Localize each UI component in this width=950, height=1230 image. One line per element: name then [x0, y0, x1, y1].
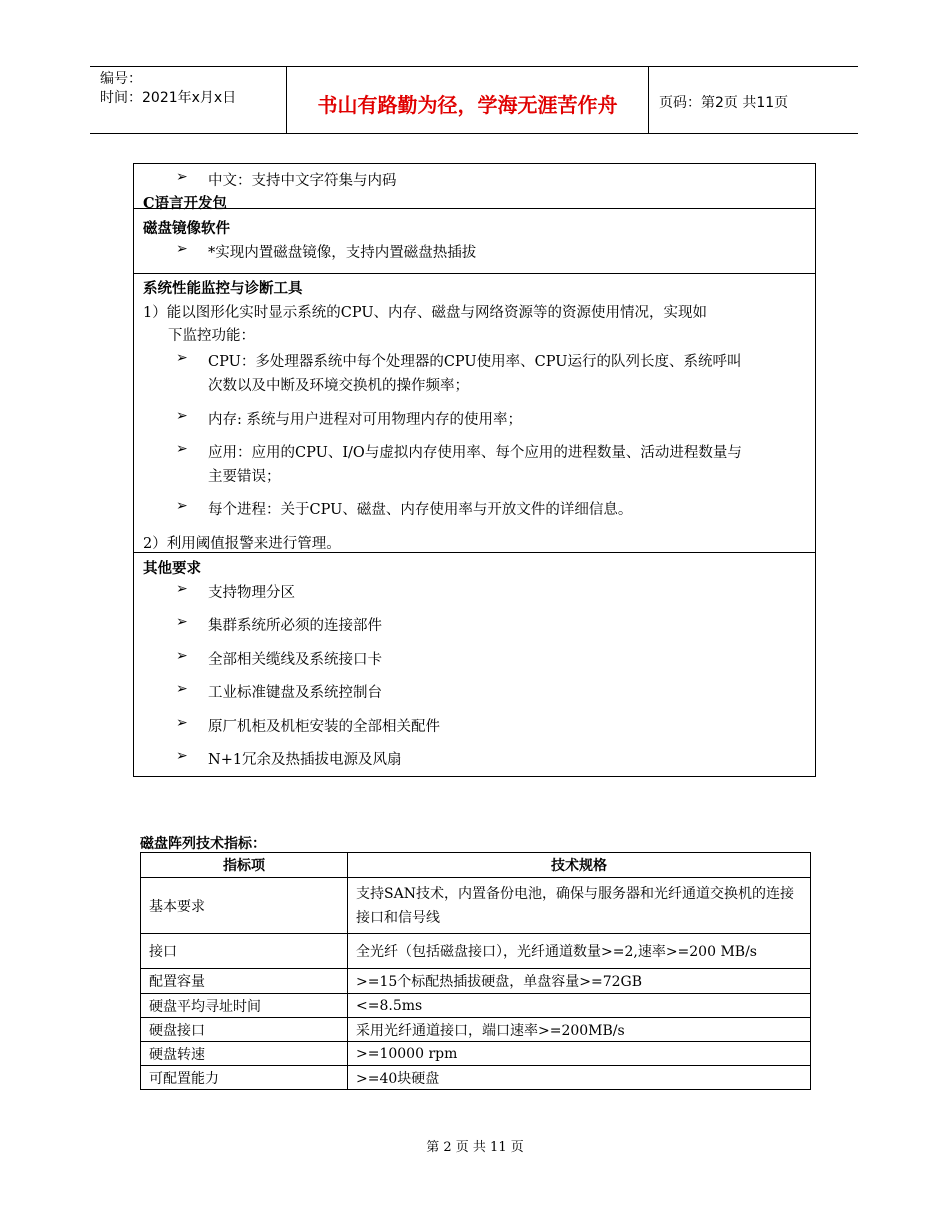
monitor-paragraph-1: 1）能以图形化实时显示系统的CPU、内存、磁盘与网络资源等的资源使用情况，实现如	[143, 305, 708, 321]
bullet-icon: ➢	[176, 241, 188, 257]
table-row	[141, 1066, 811, 1090]
bullet-icon: ➢	[176, 169, 188, 185]
other-item: N+1冗余及热插拔电源及风扇	[208, 752, 402, 768]
page-header	[90, 66, 858, 134]
column-header: 技术规格	[348, 853, 811, 878]
spec-item: 硬盘接口	[141, 1018, 348, 1042]
c-sdk-title: C语言开发包	[143, 195, 228, 212]
bullet-icon: ➢	[176, 614, 188, 630]
chinese-support-item: 中文：支持中文字符集与内码	[208, 173, 397, 189]
header-left-cell	[90, 67, 287, 133]
mirror-item: *实现内置磁盘镜像，支持内置磁盘热插拔	[208, 245, 477, 261]
page-footer: 第 2 页 共 11 页	[426, 1140, 524, 1155]
spec-item: 配置容量	[141, 969, 348, 994]
monitor-title: 系统性能监控与诊断工具	[143, 280, 303, 297]
mirror-title: 磁盘镜像软件	[143, 220, 230, 237]
table-row	[141, 878, 811, 934]
disk-array-table	[140, 852, 811, 1090]
bullet-icon: ➢	[176, 581, 188, 597]
bullet-icon: ➢	[176, 681, 188, 697]
other-item: 原厂机柜及机柜安装的全部相关配件	[208, 719, 440, 735]
bullet-icon: ➢	[176, 498, 188, 514]
spec-value: 支持SAN技术，内置备份电池，确保与服务器和光纤通道交换机的连接接口和信号线	[348, 878, 811, 934]
other-item: 全部相关缆线及系统接口卡	[208, 652, 382, 668]
bullet-icon: ➢	[176, 408, 188, 424]
document-time-label: 时间：2021年x月x日	[100, 90, 237, 106]
table-header-row	[141, 853, 811, 878]
monitor-item-memory: 内存: 系统与用户进程对可用物理内存的使用率；	[208, 412, 522, 428]
spec-item: 可配置能力	[141, 1066, 348, 1090]
table-row	[141, 934, 811, 969]
spec-item: 硬盘平均寻址时间	[141, 994, 348, 1018]
other-title: 其他要求	[143, 560, 201, 577]
spec-value: >=40块硬盘	[348, 1066, 811, 1090]
divider	[134, 273, 815, 274]
document-number-label: 编号：	[100, 71, 142, 87]
spec-value: >=10000 rpm	[348, 1042, 811, 1066]
spec-item: 接口	[141, 934, 348, 969]
table-row	[141, 994, 811, 1018]
header-page-label: 页码：第2页 共11页	[659, 94, 789, 111]
bullet-icon: ➢	[176, 748, 188, 764]
monitor-item-application: 应用：应用的CPU、I/O与虚拟内存使用率、每个应用的进程数量、活动进程数量与	[208, 445, 742, 461]
divider	[134, 208, 815, 209]
table-row	[141, 1018, 811, 1042]
spec-item: 硬盘转速	[141, 1042, 348, 1066]
bullet-icon: ➢	[176, 715, 188, 731]
bullet-icon: ➢	[176, 441, 188, 457]
disk-array-caption: 磁盘阵列技术指标：	[140, 836, 266, 852]
other-item: 工业标准键盘及系统控制台	[208, 685, 382, 701]
table-row	[141, 969, 811, 994]
header-motto: 书山有路勤为径，学海无涯苦作舟	[287, 67, 649, 133]
other-item: 支持物理分区	[208, 585, 295, 601]
spec-value: 全光纤（包括磁盘接口），光纤通道数量>=2,速率>=200 MB/s	[348, 934, 811, 969]
monitor-item-application-cont: 主要错误；	[208, 469, 281, 485]
spec-value: >=15个标配热插拔硬盘，单盘容量>=72GB	[348, 969, 811, 994]
requirements-box	[133, 163, 816, 777]
monitor-paragraph-2: 2）利用阈值报警来进行管理。	[143, 536, 341, 552]
other-item: 集群系统所必须的连接部件	[208, 618, 382, 634]
table-row	[141, 1042, 811, 1066]
spec-value: 采用光纤通道接口，端口速率>=200MB/s	[348, 1018, 811, 1042]
spec-value: <=8.5ms	[348, 994, 811, 1018]
column-header: 指标项	[141, 853, 348, 878]
monitor-item-process: 每个进程：关于CPU、磁盘、内存使用率与开放文件的详细信息。	[208, 502, 633, 518]
bullet-icon: ➢	[176, 350, 188, 366]
monitor-paragraph-1-cont: 下监控功能：	[168, 328, 255, 344]
monitor-item-cpu: CPU：多处理器系统中每个处理器的CPU使用率、CPU运行的队列长度、系统呼叫	[208, 354, 742, 370]
spec-item: 基本要求	[141, 878, 348, 934]
monitor-item-cpu-cont: 次数以及中断及环境交换机的操作频率；	[208, 378, 469, 394]
bullet-icon: ➢	[176, 648, 188, 664]
